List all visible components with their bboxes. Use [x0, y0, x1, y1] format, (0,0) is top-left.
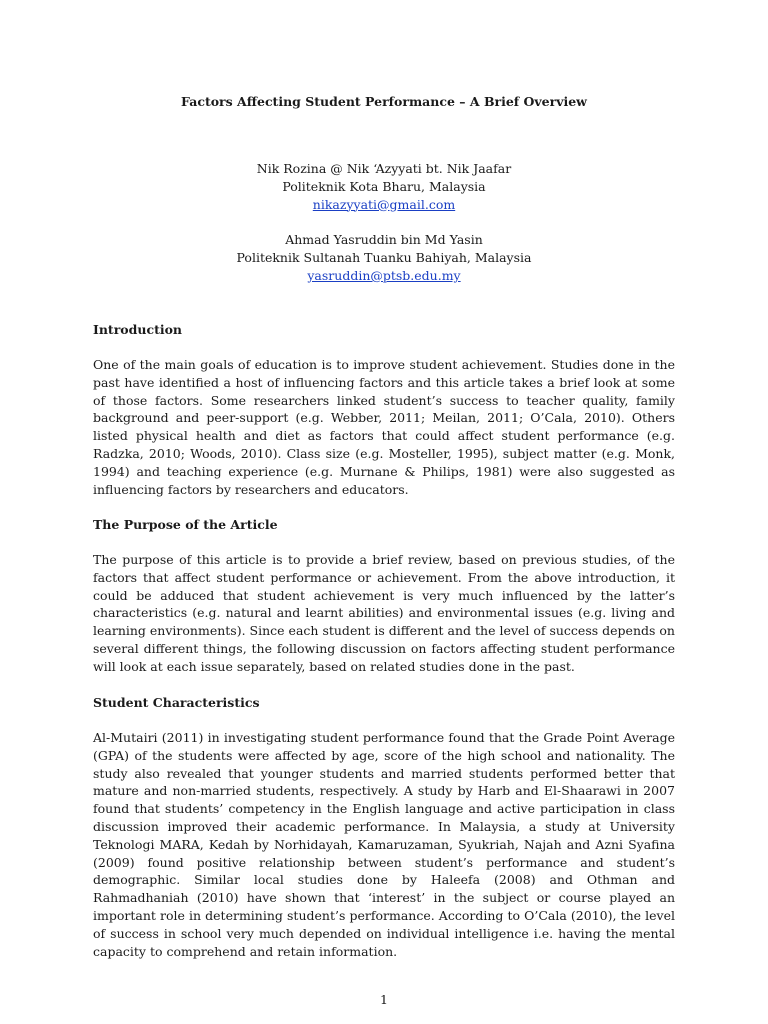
section-paragraph: Al-Mutairi (2011) in investigating student performance found that the Grade Point Average (GPA) of the students were affected by age, score of the high school and nationality. The study also revealed that younger students and married students performed better that mature and non-married students, respectively. A study by Harb and El-Shaarawi in 2007 found that students’ competency in the English language and active participation in class discussion improved their academic performance. In Malaysia, a study at University Teknologi MARA, Kedah by Norhidayah, Kamaruzaman, Syukriah, Najah and Azni Syafina (2009) found positive relationship between student’s performance and student’s demographic. Similar local studies done by Haleefa (2008) and Othman and Rahmadhaniah (2010) have shown that ‘interest’ in the subject or course played an important role in determining student’s performance. According to O’Cala (2010), the level of success in school very much depended on individual intelligence i.e. having the mental capacity to comprehend and retain information.: [93, 730, 675, 959]
section-heading: Student Characteristics: [93, 695, 260, 710]
author-name: Ahmad Yasruddin bin Md Yasin: [285, 232, 483, 248]
section-paragraph: One of the main goals of education is to improve student achievement. Studies done in the past have identified a host of influencing factors and this article takes a brief look at some of those factors. Some researchers linked student’s success to teacher quality, family background and peer-support (e.g. Webber, 2011; Meilan, 2011; O’Cala, 2010). Others listed physical health and diet as factors that could affect student performance (e.g. Radzka, 2010; Woods, 2010). Class size (e.g. Mosteller, 1995), subject matter (e.g. Monk, 1994) and teaching experience (e.g. Murnane & Philips, 1981) were also suggested as influencing factors by researchers and educators.: [93, 357, 675, 497]
author-affiliation: Politeknik Kota Bharu, Malaysia: [282, 178, 486, 194]
section-paragraph: The purpose of this article is to provide a brief review, based on previous studies, of the factors that affect student performance or achievement. From the above introduction, it could be adduced that student achievement is very much influenced by the latter’s characteristics (e.g. natural and learnt abilities) and environmental issues (e.g. living and learning environments). Since each student is different and the level of success depends on several different things, the following discussion on factors affecting student performance will look at each issue separately, based on related studies done in the past.: [93, 552, 675, 674]
author-affiliation: Politeknik Sultanah Tuanku Bahiyah, Malaysia: [236, 249, 532, 265]
author-name: Nik Rozina @ Nik ‘Azyyati bt. Nik Jaafar: [256, 161, 512, 176]
paper-title: Factors Affecting Student Performance – A Brief Overview: [181, 94, 587, 109]
section-heading: Introduction: [93, 322, 183, 337]
page-number: 1: [380, 992, 388, 1007]
section-heading: The Purpose of the Article: [93, 517, 278, 532]
author-email-link[interactable]: nikazyyati@gmail.com: [312, 196, 456, 212]
author-block: [0, 160, 768, 285]
author-email-link[interactable]: yasruddin@ptsb.edu.my: [307, 267, 461, 283]
